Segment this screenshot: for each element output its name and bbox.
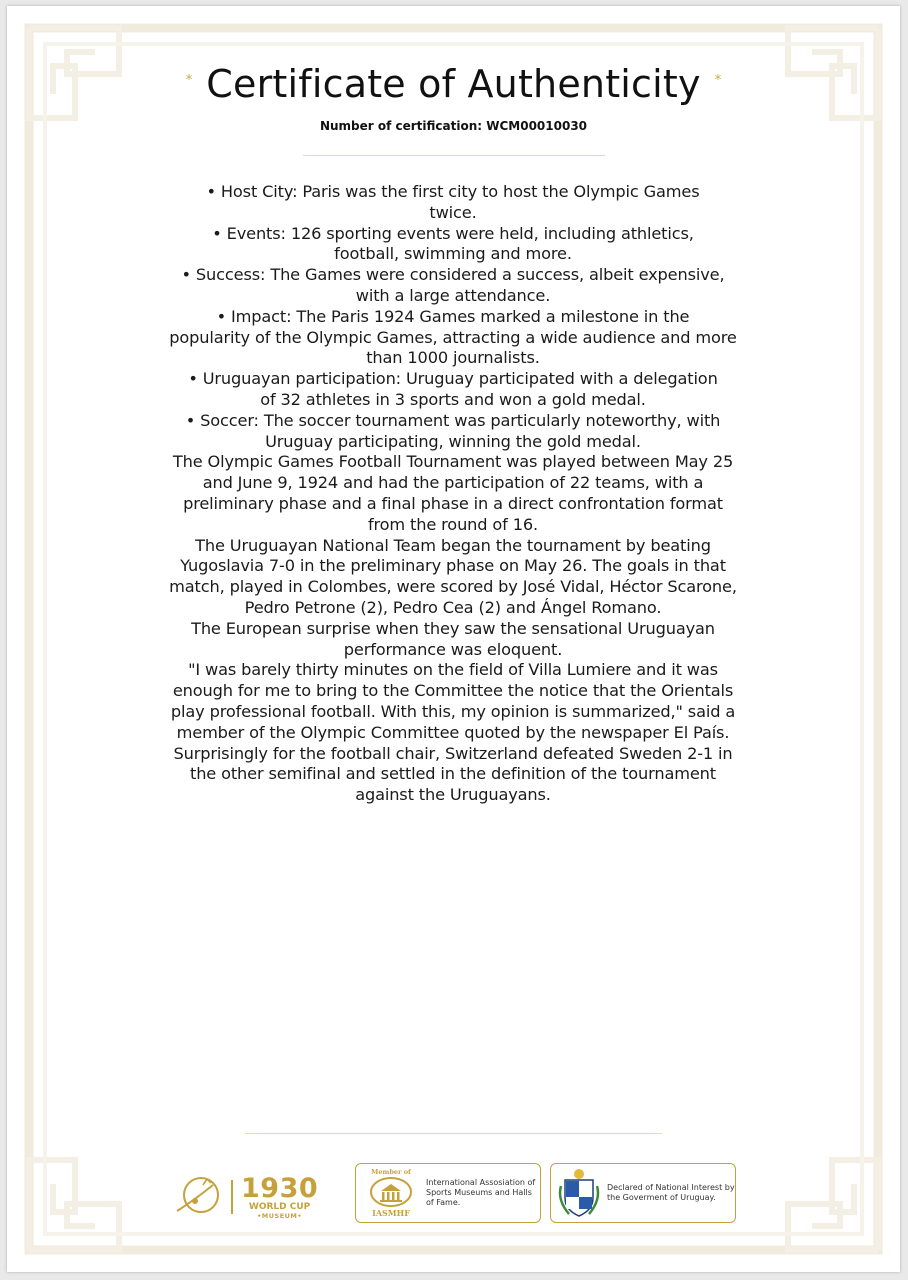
body-line: enough for me to bring to the Committee the notice that the Orientals bbox=[172, 681, 734, 701]
body-line: Pedro Petrone (2), Pedro Cea (2) and Ángel Romano. bbox=[244, 597, 662, 617]
body-line: The European surprise when they saw the sensational Uruguayan bbox=[191, 618, 715, 638]
body-line: • Uruguayan participation: Uruguay participated with a delegation bbox=[188, 369, 718, 389]
footer-divider bbox=[245, 1133, 662, 1134]
star-icon: * bbox=[714, 72, 722, 88]
body-line: football, swimming and more. bbox=[334, 244, 572, 264]
body-line: against the Uruguayans. bbox=[355, 785, 551, 805]
iasmhf-line: International Assosiation of bbox=[426, 1178, 536, 1187]
certificate-page bbox=[7, 6, 900, 1272]
body-line: "I was barely thirty minutes on the field of Villa Lumiere and it was bbox=[188, 660, 718, 680]
body-line: Surprisingly for the football chair, Switzerland defeated Sweden 2-1 in bbox=[173, 743, 733, 763]
body-line: the other semifinal and settled in the definition of the tournament bbox=[190, 764, 716, 784]
body-line: and June 9, 1924 and had the participation of 22 teams, with a bbox=[202, 473, 704, 493]
body-line: • Soccer: The soccer tournament was particularly noteworthy, with bbox=[185, 410, 721, 430]
museum-wordmark bbox=[241, 1172, 319, 1220]
body-line: performance was eloquent. bbox=[343, 639, 563, 659]
iasmhf-membership-box bbox=[355, 1163, 541, 1223]
iasmhf-line: of Fame. bbox=[426, 1198, 461, 1207]
uruguay-coat-of-arms-icon bbox=[555, 1166, 603, 1220]
body-line: • Host City: Paris was the first city to host the Olympic Games bbox=[206, 182, 700, 201]
football-globe-icon bbox=[173, 1171, 225, 1223]
logo-separator bbox=[231, 1180, 233, 1214]
body-line: twice. bbox=[429, 202, 477, 222]
national-interest-description bbox=[607, 1183, 735, 1203]
iasmhf-description bbox=[426, 1178, 535, 1208]
certificate-body-text bbox=[133, 182, 773, 806]
body-line: with a large attendance. bbox=[355, 285, 551, 305]
iasmhf-badge-top: Member of bbox=[371, 1168, 411, 1176]
body-line: The Uruguayan National Team began the tournament by beating bbox=[195, 535, 711, 555]
iasmhf-line: Sports Museums and Halls bbox=[426, 1188, 532, 1197]
museum-label: •MUSEUM• bbox=[257, 1211, 303, 1220]
iasmhf-badge-icon bbox=[360, 1164, 422, 1222]
body-line: • Success: The Games were considered a success, albeit expensive, bbox=[181, 265, 725, 285]
national-interest-box bbox=[550, 1163, 736, 1223]
body-line: play professional football. With this, my opinion is summarized," said a bbox=[170, 701, 736, 721]
certificate-title: Certificate of Authenticity bbox=[206, 62, 701, 106]
body-line: • Impact: The Paris 1924 Games marked a milestone in the bbox=[216, 306, 690, 326]
body-line: Yugoslavia 7-0 in the preliminary phase on May 26. The goals in that bbox=[180, 556, 726, 576]
body-line: • Events: 126 sporting events were held, including athletics, bbox=[212, 223, 694, 243]
national-line: the Goverment of Uruguay. bbox=[607, 1193, 716, 1202]
body-line: preliminary phase and a final phase in a direct confrontation format bbox=[183, 493, 723, 513]
museum-year: 1930 bbox=[241, 1172, 319, 1204]
title-row bbox=[7, 62, 900, 106]
iasmhf-badge-bottom: IASMHF bbox=[372, 1208, 410, 1218]
body-line: popularity of the Olympic Games, attracting a wide audience and more bbox=[169, 327, 737, 347]
body-line: of 32 athletes in 3 sports and won a gold medal. bbox=[260, 389, 646, 409]
museum-world-cup: WORLD CUP bbox=[248, 1201, 311, 1212]
body-line: member of the Olympic Committee quoted by the newspaper El País. bbox=[176, 722, 730, 742]
national-line: Declared of National Interest by bbox=[607, 1183, 735, 1192]
body-line: Uruguay participating, winning the gold medal. bbox=[265, 431, 641, 451]
body-line: than 1000 journalists. bbox=[366, 348, 540, 368]
museum-logo bbox=[173, 1166, 333, 1228]
body-line: The Olympic Games Football Tournament was played between May 25 bbox=[172, 452, 734, 472]
divider bbox=[303, 155, 605, 156]
star-icon: * bbox=[185, 72, 193, 88]
certification-number: Number of certification: WCM00010030 bbox=[319, 119, 588, 133]
body-line: match, played in Colombes, were scored by José Vidal, Héctor Scarone, bbox=[169, 577, 737, 597]
body-line: from the round of 16. bbox=[367, 514, 538, 534]
